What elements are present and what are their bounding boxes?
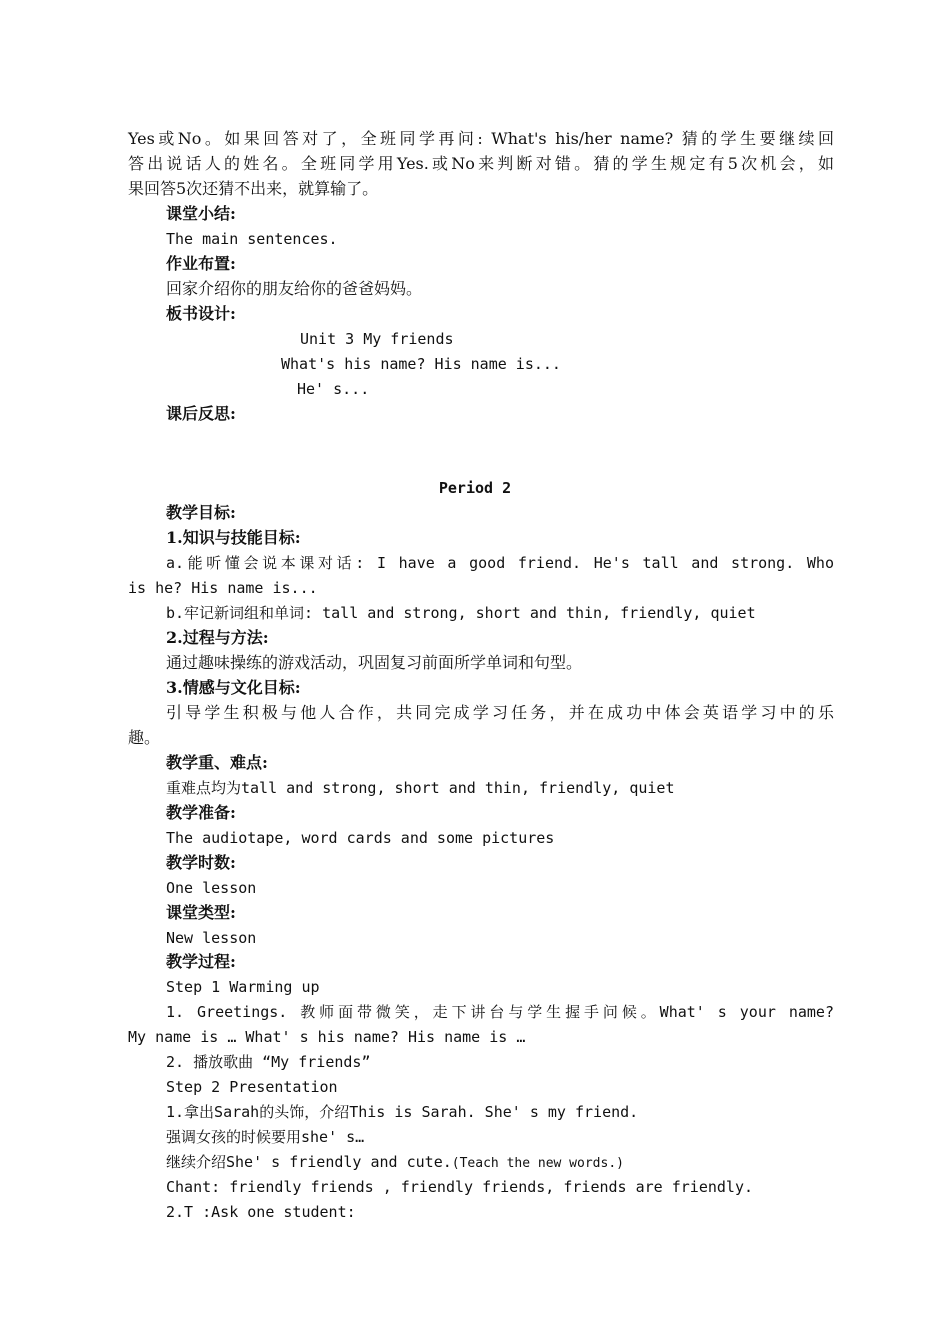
step-1-item-1-line-2: My name is … What' s his name? His name is … — [128, 1028, 526, 1046]
step-2-continue-note: (Teach the new words.) — [451, 1156, 624, 1171]
objective-a-line-2: is he? His name is... — [128, 579, 318, 597]
lesson-type-text: New lesson — [166, 929, 257, 947]
board-line-3: He' s... — [297, 380, 370, 398]
key-points-text: 重难点均为tall and strong, short and thin, friendly, quiet — [166, 779, 675, 797]
summary-heading: 课堂小结: — [166, 204, 236, 223]
board-line-2: What's his name? His name is... — [281, 355, 561, 373]
intro-line-2: 答出说话人的姓名。全班同学用Yes.或No来判断对错。猜的学生规定有5次机会，如 — [128, 154, 834, 173]
objective-2-text: 通过趣味操练的游戏活动，巩固复习前面所学单词和句型。 — [166, 653, 583, 672]
board-heading: 板书设计: — [166, 304, 236, 323]
step-2-heading: Step 2 Presentation — [166, 1078, 338, 1096]
homework-heading: 作业布置: — [166, 254, 236, 273]
step-2-item-2: 2.T :Ask one student: — [166, 1203, 356, 1221]
step-2-continue-text: 继续介绍She' s friendly and cute. — [166, 1153, 452, 1171]
reflection-heading: 课后反思: — [166, 404, 236, 423]
step-1-item-1-line-1: 1. Greetings. 教师面带微笑，走下讲台与学生握手问候。What' s your name? — [166, 1003, 834, 1021]
preparation-heading: 教学准备: — [166, 803, 236, 822]
period-title: Period 2 — [438, 479, 512, 497]
hours-heading: 教学时数: — [166, 853, 236, 872]
intro-line-1: Yes或No。如果回答对了，全班同学再问: What's his/her name? 猜的学生要继续回 — [128, 129, 834, 148]
step-2-item-1: 1.拿出Sarah的头饰，介绍This is Sarah. She' s my friend. — [166, 1103, 639, 1121]
homework-text: 回家介绍你的朋友给你的爸爸妈妈。 — [166, 279, 423, 298]
summary-text: The main sentences. — [166, 230, 338, 248]
objective-a-line-1: a.能听懂会说本课对话: I have a good friend. He's tall and strong. Who — [166, 554, 834, 572]
objective-1-heading: 1.知识与技能目标: — [166, 528, 301, 547]
step-2-emphasis: 强调女孩的时候要用she' s… — [166, 1128, 365, 1146]
intro-line-3: 果回答5次还猜不出来，就算输了。 — [128, 179, 379, 198]
step-2-chant: Chant: friendly friends , friendly friends, friends are friendly. — [166, 1178, 753, 1196]
hours-text: One lesson — [166, 879, 257, 897]
objective-3-line-1: 引导学生积极与他人合作，共同完成学习任务，并在成功中体会英语学习中的乐 — [166, 703, 834, 722]
objective-b-line: b.牢记新词组和单词: tall and strong, short and thin, friendly, quiet — [166, 604, 756, 622]
key-points-heading: 教学重、难点: — [166, 753, 268, 772]
lesson-type-heading: 课堂类型: — [166, 903, 236, 922]
board-line-1: Unit 3 My friends — [300, 330, 454, 348]
objective-3-line-2: 趣。 — [128, 728, 161, 747]
step-1-item-2: 2. 播放歌曲 “My friends” — [166, 1053, 371, 1071]
process-heading: 教学过程: — [166, 952, 236, 971]
step-2-continue — [166, 1150, 834, 1176]
preparation-text: The audiotape, word cards and some pictures — [166, 829, 555, 847]
step-1-heading: Step 1 Warming up — [166, 978, 320, 996]
objective-2-heading: 2.过程与方法: — [166, 628, 269, 647]
objectives-heading: 教学目标: — [166, 503, 236, 522]
objective-3-heading: 3.情感与文化目标: — [166, 678, 301, 697]
